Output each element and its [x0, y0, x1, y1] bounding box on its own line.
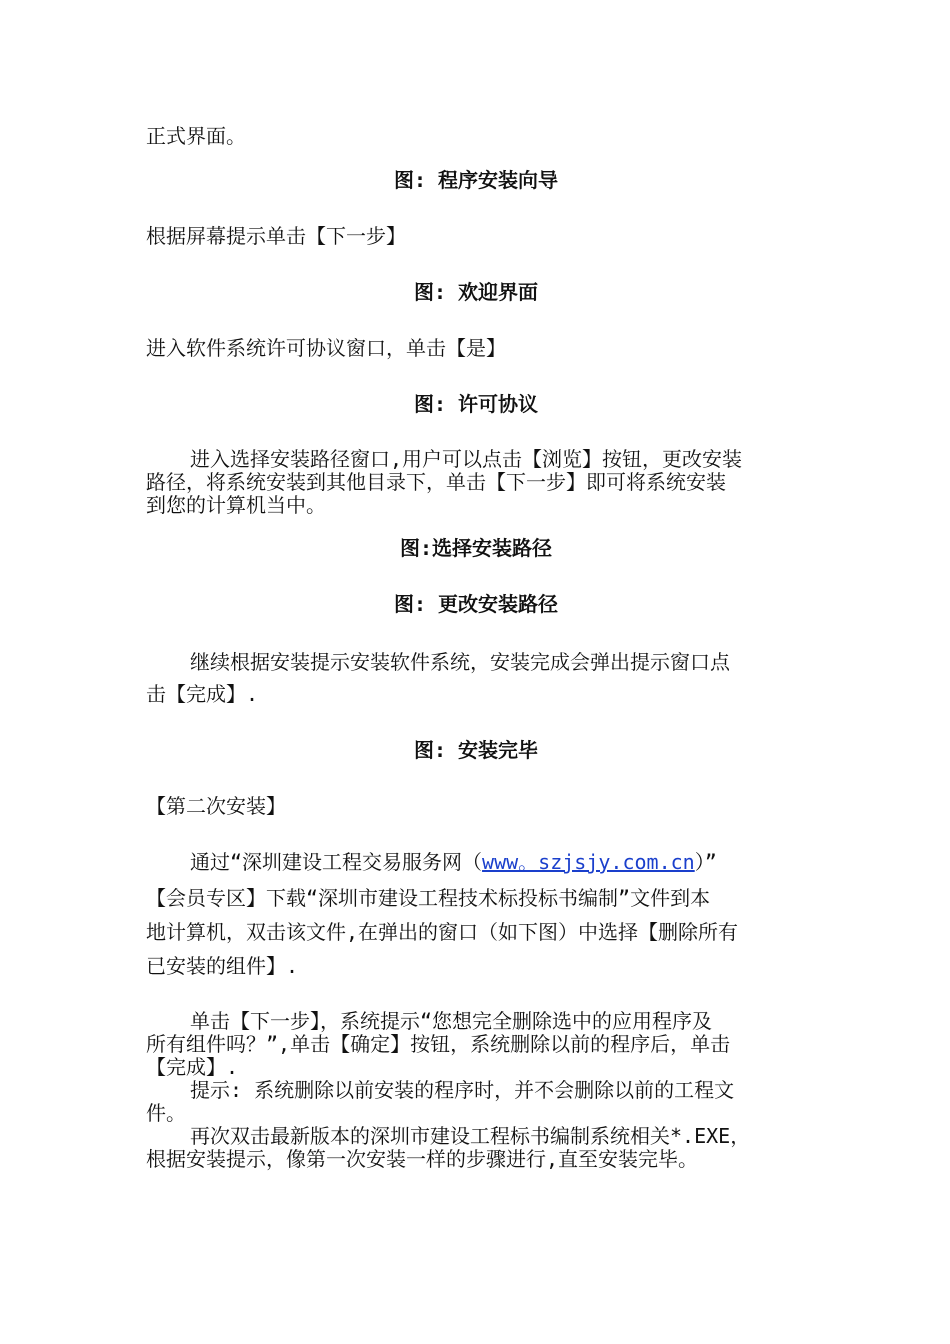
paragraph-remove-line-2: 所有组件吗？”,单击【确定】按钮，系统删除以前的程序后，单击 [146, 1032, 731, 1056]
paragraph-second-pre: 通过“深圳建设工程交易服务网（ [190, 850, 483, 874]
paragraph-tip-line-1: 提示: 系统删除以前安装的程序时，并不会删除以前的工程文 [190, 1078, 735, 1102]
paragraph-second-post: ）” [694, 850, 717, 874]
figure-caption-done: 图: 安装完毕 [413, 738, 539, 762]
paragraph-second-line-4: 已安装的组件】. [146, 954, 299, 978]
paragraph-continue-line-2: 击【完成】. [146, 682, 259, 706]
paragraph-continue-line-1: 继续根据安装提示安装软件系统，安装完成会弹出提示窗口点 [190, 650, 730, 674]
paragraph-rerun-line-1: 再次双击最新版本的深圳市建设工程标书编制系统相关*.EXE， [190, 1124, 751, 1148]
figure-caption-license: 图: 许可协议 [413, 392, 539, 416]
paragraph-path-line-3: 到您的计算机当中。 [146, 493, 326, 517]
figure-caption-select-path: 图:选择安装路径 [399, 536, 553, 560]
paragraph-tip-line-2: 件。 [146, 1101, 186, 1125]
paragraph-second-line-2: 【会员专区】下载“深圳市建设工程技术标投标书编制”文件到本 [146, 886, 711, 910]
paragraph-second-line-3: 地计算机，双击该文件,在弹出的窗口（如下图）中选择【删除所有 [146, 920, 739, 944]
paragraph-remove-line-1: 单击【下一步】，系统提示“您想完全删除选中的应用程序及 [190, 1009, 713, 1033]
figure-caption-wizard: 图: 程序安装向导 [393, 168, 559, 192]
paragraph-path-line-1: 进入选择安装路径窗口,用户可以点击【浏览】按钮，更改安装 [190, 447, 743, 471]
figure-caption-welcome: 图: 欢迎界面 [413, 280, 539, 304]
paragraph-rerun-line-2: 根据安装提示，像第一次安装一样的步骤进行,直至安装完毕。 [146, 1147, 699, 1171]
paragraph-intro-end: 正式界面。 [146, 124, 246, 148]
paragraph-remove-line-3: 【完成】. [146, 1055, 239, 1079]
website-link[interactable]: www。szjsjy.com.cn [482, 850, 695, 874]
figure-caption-change-path: 图: 更改安装路径 [393, 592, 559, 616]
paragraph-second-line-1 [190, 850, 850, 874]
paragraph-license: 进入软件系统许可协议窗口，单击【是】 [146, 336, 506, 360]
paragraph-path-line-2: 路径，将系统安装到其他目录下，单击【下一步】即可将系统安装 [146, 470, 726, 494]
paragraph-next-step: 根据屏幕提示单击【下一步】 [146, 224, 406, 248]
section-heading-second-install: 【第二次安装】 [146, 794, 286, 818]
